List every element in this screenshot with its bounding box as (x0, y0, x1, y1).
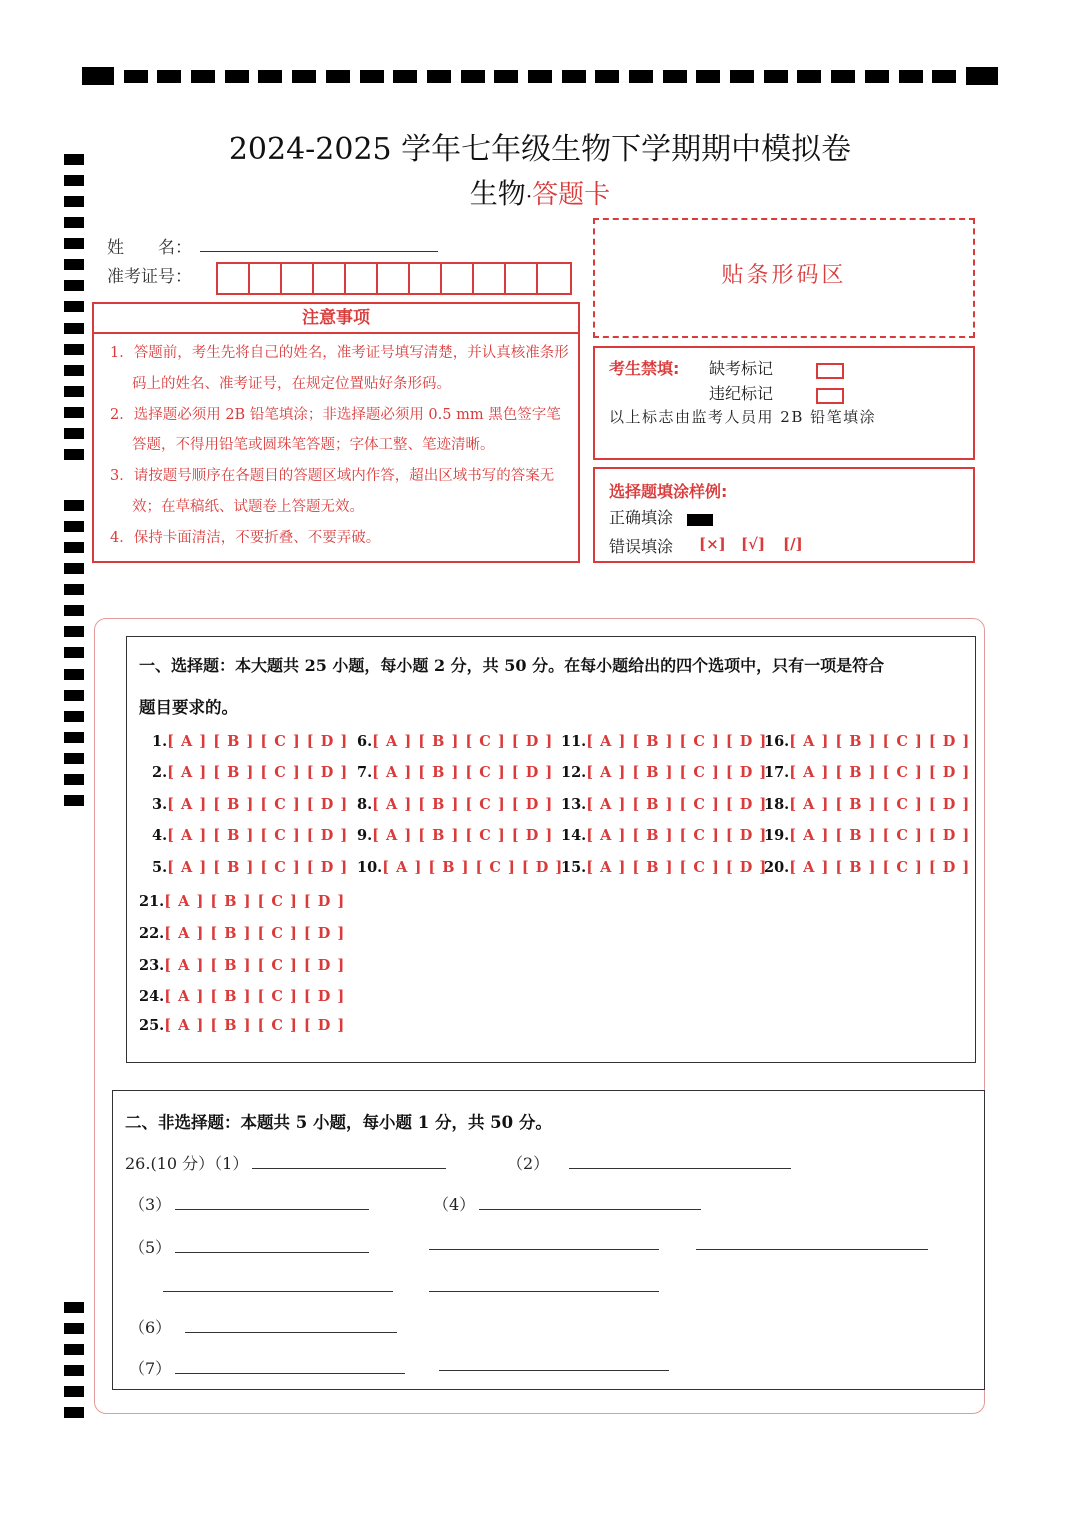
timing-marks-left-3 (64, 1302, 84, 1418)
choice-q10[interactable]: 10.[ A ] [ B ] [ C ] [ D ] (357, 859, 564, 876)
wrong-fill-example-3: [/] (783, 535, 803, 553)
answer-blank[interactable] (696, 1235, 928, 1250)
choice-q23[interactable]: 23.[ A ] [ B ] [ C ] [ D ] (139, 957, 346, 974)
absent-mark-label: 缺考标记 (709, 359, 774, 378)
answer-card-label: 答题卡 (532, 180, 611, 210)
subject-label: 生物 (469, 177, 526, 210)
answer-blank[interactable] (569, 1154, 791, 1169)
id-number-grid[interactable] (216, 262, 572, 295)
choice-q3[interactable]: 3.[ A ] [ B ] [ C ] [ D ] (152, 796, 349, 813)
notice-item: 4．保持卡面清洁，不要折叠、不要弄破。 (110, 529, 381, 546)
violation-mark-box[interactable] (816, 385, 844, 404)
part7-label: （7） (129, 1359, 172, 1378)
id-label: 准考证号： (107, 267, 192, 287)
answer-blank[interactable] (185, 1318, 397, 1333)
notice-item: 3．请按题号顺序在各题目的答题区域内作答，超出区域书写的答案无效；在草稿纸、试题卷上答题无效。 (110, 468, 555, 515)
choice-q25[interactable]: 25.[ A ] [ B ] [ C ] [ D ] (139, 1017, 346, 1034)
non-choice-section (112, 1090, 985, 1390)
choice-q17[interactable]: 17.[ A ] [ B ] [ C ] [ D ] (764, 764, 971, 781)
page-title: 2024-2025 学年七年级生物下学期期中模拟卷 (228, 132, 852, 167)
part2-label: （2） (507, 1154, 550, 1173)
name-field[interactable] (200, 251, 438, 252)
choice-q14[interactable]: 14.[ A ] [ B ] [ C ] [ D ] (561, 827, 768, 844)
choice-q21[interactable]: 21.[ A ] [ B ] [ C ] [ D ] (139, 893, 346, 910)
answer-blank[interactable] (175, 1238, 369, 1253)
section1-heading-line2: 题目要求的。 (139, 698, 238, 717)
notice-item: 2．选择题必须用 2B 铅笔填涂；非选择题必须用 0.5 mm 黑色签字笔答题，不得用铅笔或圆珠笔答题；字体工整、笔迹清晰。 (110, 406, 561, 454)
correct-fill-example (687, 509, 713, 528)
answer-blank[interactable] (429, 1235, 659, 1250)
q26-part6 (129, 1315, 397, 1338)
choice-q18[interactable]: 18.[ A ] [ B ] [ C ] [ D ] (764, 796, 971, 813)
name-label: 姓 名： (107, 238, 192, 258)
choice-q12[interactable]: 12.[ A ] [ B ] [ C ] [ D ] (561, 764, 768, 781)
choice-q24[interactable]: 24.[ A ] [ B ] [ C ] [ D ] (139, 988, 346, 1005)
answer-blank[interactable] (429, 1277, 659, 1292)
choice-q4[interactable]: 4.[ A ] [ B ] [ C ] [ D ] (152, 827, 349, 844)
part3-label: （3） (129, 1195, 172, 1214)
part4-label: （4） (433, 1195, 476, 1214)
subtitle-separator: · (525, 184, 533, 208)
section2-heading: 二、非选择题：本题共 5 小题，每小题 1 分，共 50 分。 (125, 1113, 552, 1132)
q26-part3 (129, 1192, 369, 1215)
wrong-fill-label: 错误填涂 (609, 537, 674, 556)
fill-sample-box (593, 467, 975, 563)
timing-marks-left-2 (64, 500, 84, 806)
choice-q19[interactable]: 19.[ A ] [ B ] [ C ] [ D ] (764, 827, 971, 844)
multiple-choice-section (126, 636, 976, 1063)
choice-q8[interactable]: 8.[ A ] [ B ] [ C ] [ D ] (357, 796, 554, 813)
answer-blank[interactable] (479, 1195, 701, 1210)
answer-blank[interactable] (252, 1154, 446, 1169)
q26-part2 (507, 1151, 791, 1174)
notice-item: 1．答题前，考生先将自己的姓名，准考证号填写清楚，并认真核准条形码上的姓名、准考证号，在规定位置贴好条形码。 (110, 345, 569, 392)
timing-marks-top (82, 67, 998, 85)
q26-part1 (125, 1151, 446, 1174)
absent-mark-box[interactable] (816, 360, 844, 379)
answer-blank[interactable] (439, 1356, 669, 1371)
forbidden-note: 以上标志由监考人员用 2B 铅笔填涂 (609, 408, 877, 426)
correct-fill-label: 正确填涂 (609, 508, 674, 527)
answer-blank[interactable] (163, 1277, 393, 1292)
q26-label: 26.(10 分）（1） (125, 1154, 249, 1173)
choice-q5[interactable]: 5.[ A ] [ B ] [ C ] [ D ] (152, 859, 349, 876)
part5-label: （5） (129, 1238, 172, 1257)
choice-q13[interactable]: 13.[ A ] [ B ] [ C ] [ D ] (561, 796, 768, 813)
choice-q2[interactable]: 2.[ A ] [ B ] [ C ] [ D ] (152, 764, 349, 781)
part6-label: （6） (129, 1318, 172, 1337)
answer-blank[interactable] (175, 1359, 405, 1374)
choice-q16[interactable]: 16.[ A ] [ B ] [ C ] [ D ] (764, 733, 971, 750)
choice-q20[interactable]: 20.[ A ] [ B ] [ C ] [ D ] (764, 859, 971, 876)
wrong-fill-example-1: [×] (699, 535, 726, 553)
choice-q7[interactable]: 7.[ A ] [ B ] [ C ] [ D ] (357, 764, 554, 781)
choice-q11[interactable]: 11.[ A ] [ B ] [ C ] [ D ] (561, 733, 768, 750)
choice-q1[interactable]: 1.[ A ] [ B ] [ C ] [ D ] (152, 733, 349, 750)
notice-title: 注意事项 (92, 302, 580, 334)
page-subtitle (0, 172, 1080, 212)
wrong-fill-example-2: [√] (741, 535, 766, 553)
q26-part7 (129, 1356, 405, 1379)
q26-part5 (129, 1235, 369, 1258)
q26-part4 (433, 1192, 701, 1215)
barcode-area: 贴条形码区 (593, 218, 975, 338)
choice-q15[interactable]: 15.[ A ] [ B ] [ C ] [ D ] (561, 859, 768, 876)
choice-q22[interactable]: 22.[ A ] [ B ] [ C ] [ D ] (139, 925, 346, 942)
answer-blank[interactable] (175, 1195, 369, 1210)
sample-title: 选择题填涂样例: (609, 482, 728, 501)
choice-q6[interactable]: 6.[ A ] [ B ] [ C ] [ D ] (357, 733, 554, 750)
violation-mark-label: 违纪标记 (709, 384, 774, 403)
choice-q9[interactable]: 9.[ A ] [ B ] [ C ] [ D ] (357, 827, 554, 844)
forbidden-title: 考生禁填: (609, 359, 680, 378)
notice-body (92, 334, 580, 563)
examinee-forbidden-box (593, 346, 975, 460)
section1-heading-line1: 一、选择题：本大题共 25 小题，每小题 2 分，共 50 分。在每小题给出的四个选项中，只有一项是符合 (139, 656, 885, 675)
